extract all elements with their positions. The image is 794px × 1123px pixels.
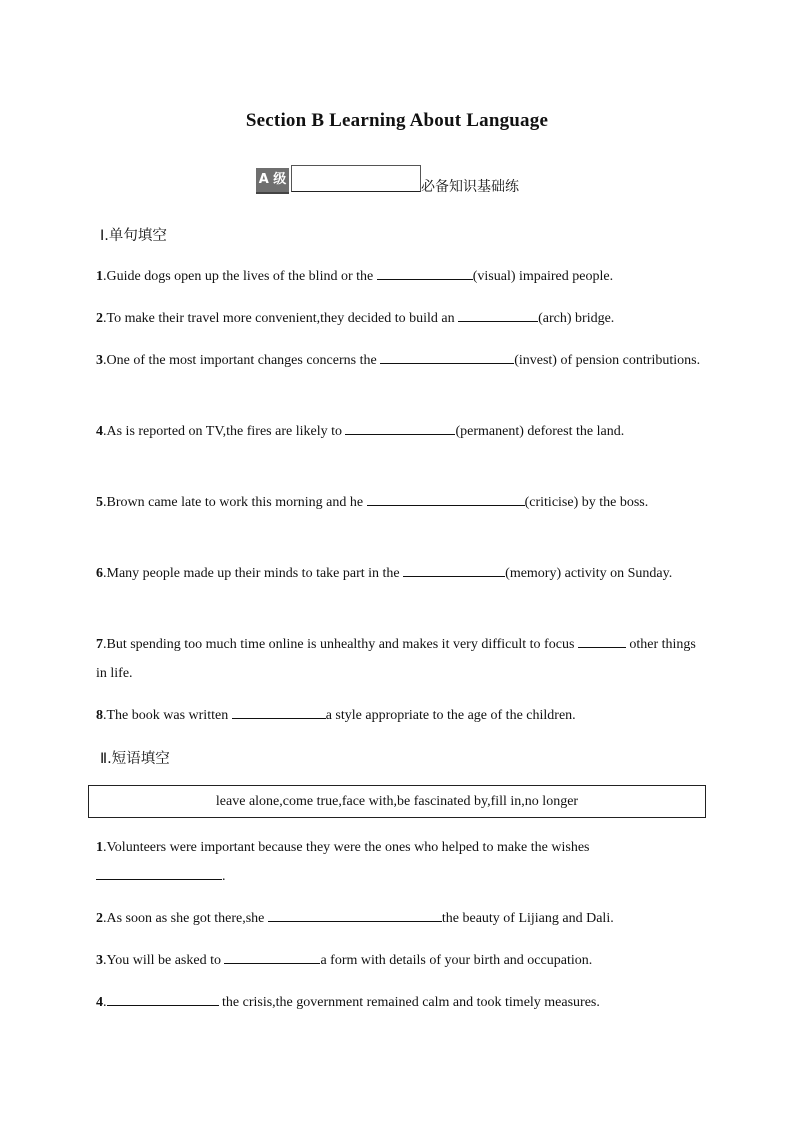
answer-blank[interactable] — [96, 865, 222, 880]
question-text: (memory) activity on Sunday. — [505, 566, 673, 581]
answer-blank[interactable] — [367, 491, 525, 506]
question-text: other things in life. — [96, 637, 696, 681]
question-number: 3 — [96, 353, 103, 368]
question-text: .You will be asked to — [103, 953, 225, 968]
question-text: .But spending too much time online is unhealthy and makes it very difficult to focus — [103, 637, 578, 652]
question-number: 8 — [96, 708, 103, 723]
question-text: .Brown came late to work this morning and he — [103, 495, 367, 510]
question-text: (arch) bridge. — [538, 311, 615, 326]
level-label: 必备知识基础练 — [421, 179, 519, 195]
question-number: 1 — [96, 840, 103, 855]
question-number: 1 — [96, 269, 103, 284]
question-number: 3 — [96, 953, 103, 968]
s1-question-8 — [96, 701, 706, 730]
question-number: 2 — [96, 911, 103, 926]
answer-blank[interactable] — [345, 420, 455, 435]
answer-blank[interactable] — [578, 633, 626, 648]
question-number: 4 — [96, 995, 103, 1010]
level-box — [291, 165, 421, 192]
question-number: 7 — [96, 637, 103, 652]
phrase-bank: leave alone,come true,face with,be fascinated by,fill in,no longer — [88, 785, 706, 818]
answer-blank[interactable] — [107, 991, 219, 1006]
question-text: .One of the most important changes concerns the — [103, 353, 381, 368]
question-text: a form with details of your birth and occupation. — [320, 953, 593, 968]
answer-blank[interactable] — [458, 307, 538, 322]
s1-question-5 — [96, 488, 706, 517]
answer-blank[interactable] — [232, 704, 326, 719]
s2-question-4 — [96, 988, 706, 1017]
s1-question-3 — [96, 346, 706, 375]
question-text: (visual) impaired people. — [472, 269, 614, 284]
question-text: (permanent) deforest the land. — [455, 424, 625, 439]
s2-question-2 — [96, 904, 706, 933]
question-number: 2 — [96, 311, 103, 326]
s1-question-1 — [96, 262, 706, 291]
answer-blank[interactable] — [268, 907, 442, 922]
question-text: (invest) of pension contributions. — [514, 353, 701, 368]
question-text: .As soon as she got there,she — [103, 911, 268, 926]
question-text: .Volunteers were important because they were the ones who helped to make the wishes — [103, 840, 590, 855]
s2-question-1 — [96, 833, 706, 891]
answer-blank[interactable] — [377, 265, 473, 280]
s1-question-2 — [96, 304, 706, 333]
question-text: the crisis,the government remained calm and took timely measures. — [218, 995, 600, 1010]
question-number: 4 — [96, 424, 103, 439]
s1-question-7 — [96, 630, 706, 688]
question-text: .The book was written — [103, 708, 232, 723]
answer-blank[interactable] — [380, 349, 514, 364]
level-badge: A 级 — [256, 168, 289, 194]
question-text: .As is reported on TV,the fires are likely to — [103, 424, 346, 439]
page-title: Section B Learning About Language — [245, 110, 549, 131]
question-number: 5 — [96, 495, 103, 510]
question-text: . — [103, 995, 107, 1010]
answer-blank[interactable] — [224, 949, 320, 964]
question-text: (criticise) by the boss. — [524, 495, 649, 510]
s2-question-3 — [96, 946, 706, 975]
question-text: . — [222, 869, 226, 884]
answer-blank[interactable] — [403, 562, 505, 577]
question-text: .Many people made up their minds to take part in the — [103, 566, 404, 581]
section-1-heading: Ⅰ.单句填空 — [100, 228, 167, 244]
question-text: a style appropriate to the age of the children. — [325, 708, 576, 723]
question-text: .Guide dogs open up the lives of the blind or the — [103, 269, 377, 284]
section-2-heading: Ⅱ.短语填空 — [100, 751, 170, 767]
s1-question-6 — [96, 559, 706, 588]
s1-question-4 — [96, 417, 706, 446]
question-text: .To make their travel more convenient,they decided to build an — [103, 311, 459, 326]
question-text: the beauty of Lijiang and Dali. — [441, 911, 614, 926]
question-number: 6 — [96, 566, 103, 581]
